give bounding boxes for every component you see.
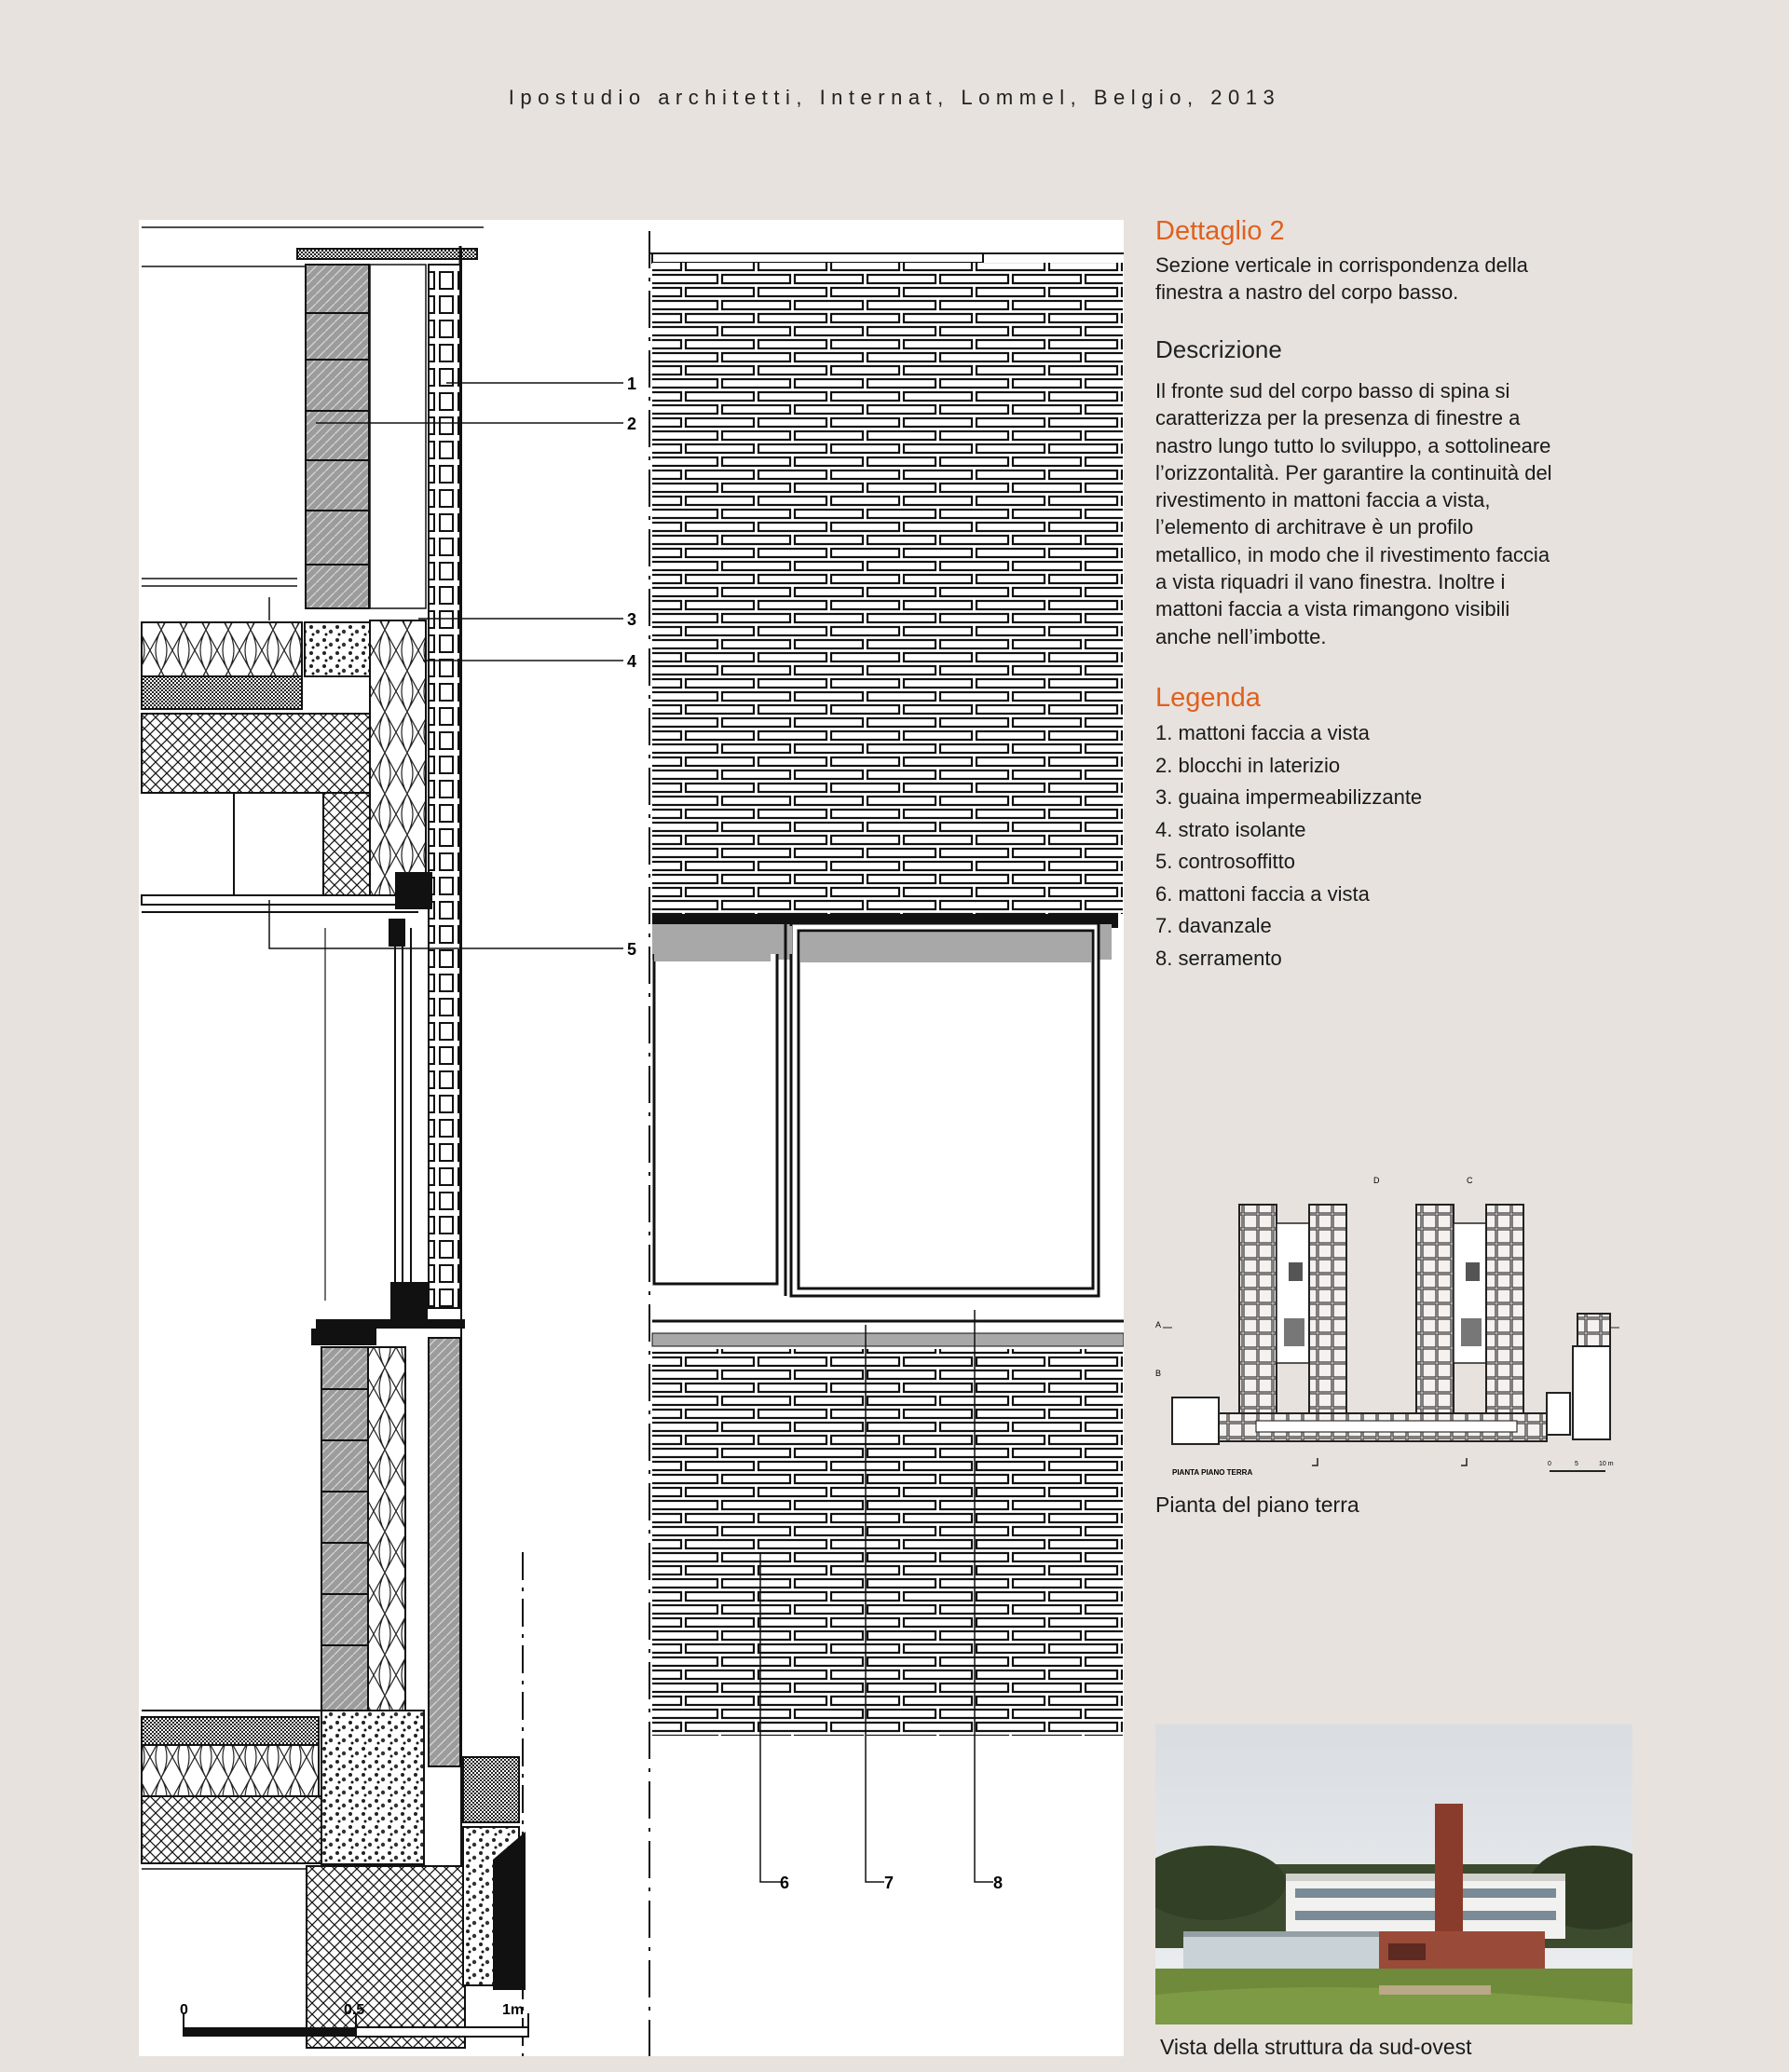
legend-item: 6. mattoni faccia a vista xyxy=(1155,881,1370,906)
description-line: caratterizza per la presenza di finestre a xyxy=(1155,406,1521,430)
legend-heading: Legenda xyxy=(1155,683,1261,713)
scale-label-half: 0.5 xyxy=(344,2002,365,2018)
callout-3: 3 xyxy=(627,610,637,629)
building-photo-image xyxy=(1155,1724,1632,2024)
page-header-title: Ipostudio architetti, Internat, Lommel, Belgio, 2013 xyxy=(508,86,1281,109)
floor-plan-drawing xyxy=(1154,1169,1631,1481)
description-line: nastro lungo tutto lo sviluppo, a sottolineare xyxy=(1155,433,1551,457)
detail-title: Dettaglio 2 xyxy=(1155,216,1285,246)
callout-6: 6 xyxy=(780,1874,790,1892)
legend-item: 8. serramento xyxy=(1155,946,1282,970)
plan-scale xyxy=(1548,1461,1614,1471)
description-line: l’elemento di architrave è un profilo xyxy=(1155,515,1474,539)
plan-label: PIANTA PIANO TERRA xyxy=(1172,1468,1253,1477)
section-drawing-panel xyxy=(139,220,1124,2056)
building-photo xyxy=(1155,1724,1632,2024)
description-line: mattoni faccia a vista rimangono visibili xyxy=(1155,597,1510,621)
plan-scale-label: 5 xyxy=(1575,1461,1578,1467)
description-heading-block xyxy=(1155,335,1640,364)
subtitle-line: finestra a nastro del corpo basso. xyxy=(1155,280,1459,304)
section-drawing xyxy=(139,220,1124,2056)
description-line: a vista riquadri il vano finestra. Inoltre i xyxy=(1155,570,1506,594)
description-line: l’orizzontalità. Per garantire la continuità del xyxy=(1155,460,1552,484)
callout-8: 8 xyxy=(993,1874,1004,1892)
subtitle-line: Sezione verticale in corrispondenza della xyxy=(1155,253,1528,277)
description-line: anche nell’imbotte. xyxy=(1155,624,1327,648)
callout-1: 1 xyxy=(627,375,637,393)
legend-list xyxy=(1155,717,1640,975)
plan-section-mark: A xyxy=(1155,1320,1162,1329)
legend-item: 4. strato isolante xyxy=(1155,817,1306,841)
floor-plan xyxy=(1154,1169,1631,1481)
legend-item: 7. davanzale xyxy=(1155,914,1272,937)
plan-section-mark: B xyxy=(1155,1369,1162,1378)
description-line: metallico, in modo che il rivestimento faccia xyxy=(1155,542,1550,566)
scale-label-one: 1m xyxy=(502,2002,525,2018)
callout-2: 2 xyxy=(627,415,637,433)
plan-section-mark: D xyxy=(1373,1176,1380,1185)
legend-item: 5. controsoffitto xyxy=(1155,850,1296,873)
legend-heading-block xyxy=(1155,683,1640,714)
callout-5: 5 xyxy=(627,940,637,959)
plan-scale-label: 10 m xyxy=(1599,1461,1614,1467)
photo-caption: Vista della struttura da sud-ovest xyxy=(1160,2035,1472,2059)
plan-section-mark: C xyxy=(1467,1176,1473,1185)
plan-scale-label: 0 xyxy=(1548,1461,1551,1467)
description-line: Il fronte sud del corpo basso di spina si xyxy=(1155,379,1510,402)
callout-4: 4 xyxy=(627,652,637,671)
detail-title-block xyxy=(1155,216,1640,247)
callout-7: 7 xyxy=(884,1874,894,1892)
description-line: rivestimento in mattoni faccia a vista, xyxy=(1155,488,1491,512)
legend-item: 2. blocchi in laterizio xyxy=(1155,753,1341,777)
detail-subtitle xyxy=(1155,252,1640,306)
plan-caption: Pianta del piano terra xyxy=(1155,1493,1359,1517)
legend-item: 3. guaina impermeabilizzante xyxy=(1155,785,1423,809)
legend-item: 1. mattoni faccia a vista xyxy=(1155,721,1370,744)
description-heading: Descrizione xyxy=(1155,335,1282,363)
description-body xyxy=(1155,377,1621,650)
scale-label-zero: 0 xyxy=(180,2002,188,2018)
